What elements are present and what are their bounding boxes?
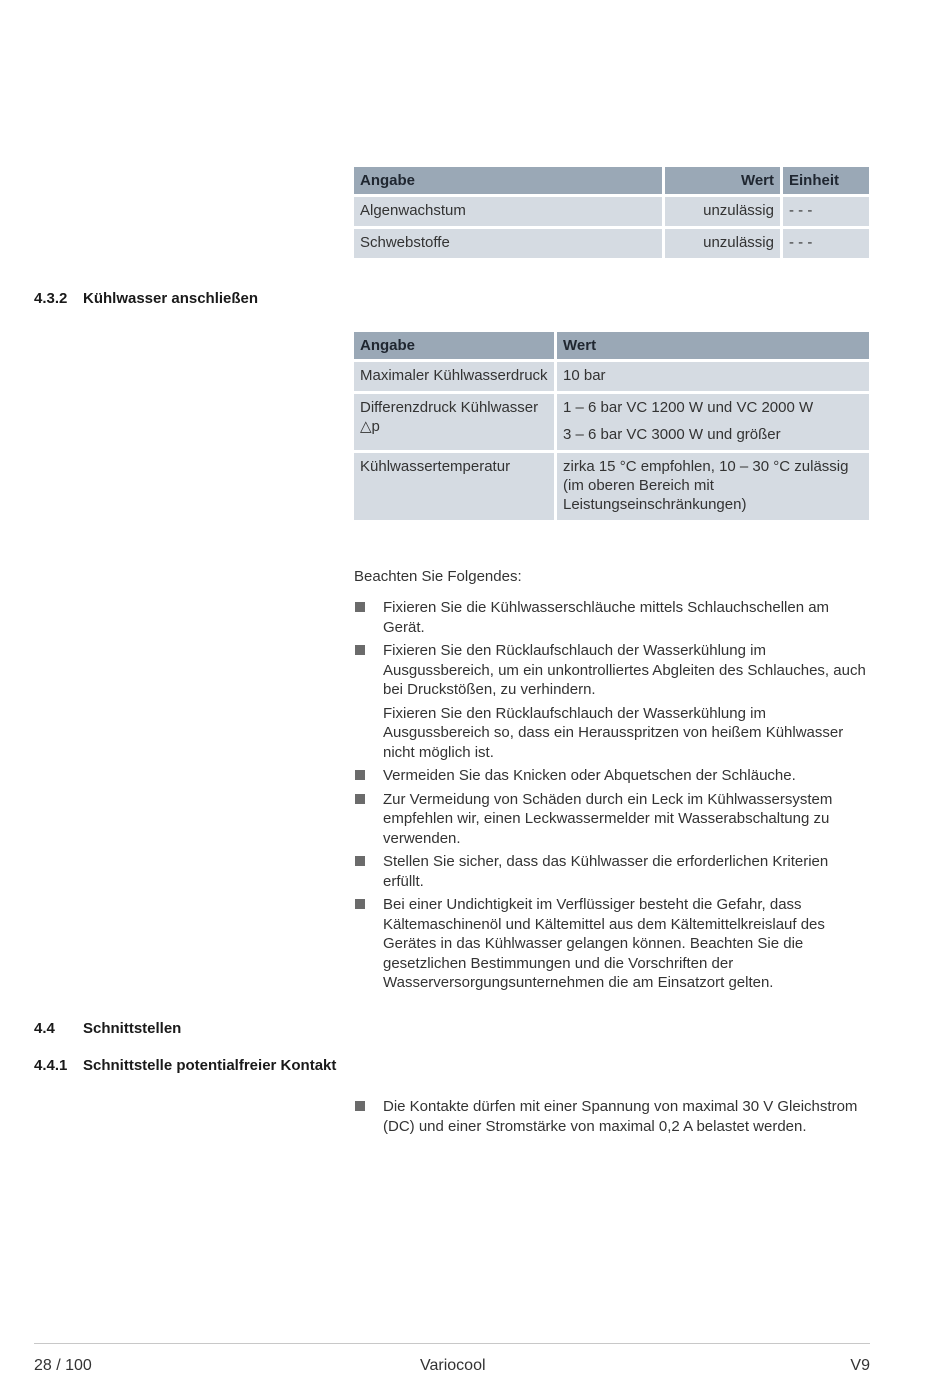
section-number: 4.3.2	[34, 290, 68, 307]
section-number: 4.4.1	[34, 1057, 68, 1074]
table-cell: - - -	[783, 229, 869, 258]
table-header-row	[354, 167, 869, 194]
bullet-square-icon	[355, 770, 365, 780]
section-title: Kühlwasser anschließen	[83, 290, 259, 307]
table-cell: Schwebstoffe	[354, 229, 662, 258]
list-item-subparagraph: Fixieren Sie den Rücklaufschlauch der Wasserkühlung im Ausgussbereich so, dass ein Herausspritzen von heißem Kühlwasser nicht möglich ist.	[383, 704, 844, 761]
section-heading	[34, 290, 258, 307]
section-heading	[34, 1057, 336, 1074]
list-item	[354, 852, 870, 891]
column-header: Wert	[665, 167, 780, 194]
list-item	[354, 1097, 870, 1136]
product-name: Variocool	[420, 1357, 486, 1374]
bullet-square-icon	[355, 794, 365, 804]
footer-divider	[34, 1343, 870, 1344]
section-title: Schnittstelle potentialfreier Kontakt	[83, 1057, 337, 1074]
intro-text: Beachten Sie Folgendes:	[354, 568, 522, 585]
bullet-square-icon	[355, 645, 365, 655]
bullet-square-icon	[355, 856, 365, 866]
document-version: V9	[850, 1357, 870, 1374]
section-heading	[34, 1020, 181, 1037]
column-header: Einheit	[783, 167, 869, 194]
water-criteria-table	[351, 164, 872, 261]
list-item-text: Stellen Sie sicher, dass das Kühlwasser die erforderlichen Kriterien erfüllt.	[383, 853, 829, 890]
list-item-text: Die Kontakte dürfen mit einer Spannung von maximal 30 V Gleichstrom (DC) und einer Stromstärke von maximal 0,2 A belastet werden.	[383, 1098, 858, 1135]
column-header: Angabe	[354, 332, 554, 359]
list-item-text: Fixieren Sie den Rücklaufschlauch der Wasserkühlung im Ausgussbereich, um ein unkontrolliertes Abgleiten des Schlauches, auch bei Druckstößen, zu verhindern.	[383, 642, 866, 698]
table-row	[354, 453, 869, 520]
column-header: Wert	[557, 332, 869, 359]
table-cell	[557, 394, 869, 450]
cell-paragraph: 3 – 6 bar VC 3000 W und größer	[563, 426, 781, 443]
table-cell: Differenzdruck Kühlwasser △p	[354, 394, 554, 450]
section-number: 4.4	[34, 1020, 55, 1037]
list-item	[354, 641, 870, 762]
list-item	[354, 598, 870, 637]
column-header: Angabe	[354, 167, 662, 194]
list-item-text: Zur Vermeidung von Schäden durch ein Leck im Kühlwassersystem empfehlen wir, einen Leckwassermelder mit Wasserabschaltung zu verwenden.	[383, 790, 833, 847]
list-item-text: Bei einer Undichtigkeit im Verflüssiger besteht die Gefahr, dass Kältemaschinenöl und Kältemittel aus dem Kältemittelkreislauf des Gerätes in das Kühlwasser gelangen können. Beachten Sie die gesetzlichen Bestimmungen und die Vorschriften der Wasserversorgungsunternehmen die am Einsatzort gelten.	[383, 896, 825, 991]
list-item-text: Vermeiden Sie das Knicken oder Abquetschen der Schläuche.	[383, 767, 796, 784]
table-cell: 10 bar	[557, 362, 869, 391]
list-item	[354, 895, 870, 993]
table-cell: Maximaler Kühlwasserdruck	[354, 362, 554, 391]
section-title: Schnittstellen	[83, 1020, 182, 1037]
table-row	[354, 362, 869, 391]
cell-paragraph: 1 – 6 bar VC 1200 W und VC 2000 W	[563, 399, 814, 416]
table-cell: zirka 15 °C empfohlen, 10 – 30 °C zulässig (im oberen Bereich mit Leistungseinschränkungen)	[557, 453, 869, 520]
page-number: 28 / 100	[34, 1357, 92, 1374]
cooling-water-table	[351, 329, 872, 523]
instructions-list	[354, 598, 870, 997]
bullet-square-icon	[355, 899, 365, 909]
table-cell: Kühlwassertemperatur	[354, 453, 554, 520]
table-cell: unzulässig	[665, 229, 780, 258]
list-item	[354, 790, 870, 849]
table-row	[354, 197, 869, 226]
list-item-text: Fixieren Sie die Kühlwasserschläuche mittels Schlauchschellen am Gerät.	[383, 599, 830, 636]
bullet-square-icon	[355, 602, 365, 612]
table-row	[354, 229, 869, 258]
table-cell: - - -	[783, 197, 869, 226]
list-item	[354, 766, 870, 786]
table-cell: unzulässig	[665, 197, 780, 226]
bullet-square-icon	[355, 1101, 365, 1111]
table-row	[354, 394, 869, 450]
table-header-row	[354, 332, 869, 359]
table-cell: Algenwachstum	[354, 197, 662, 226]
contact-notes-list	[354, 1097, 870, 1140]
